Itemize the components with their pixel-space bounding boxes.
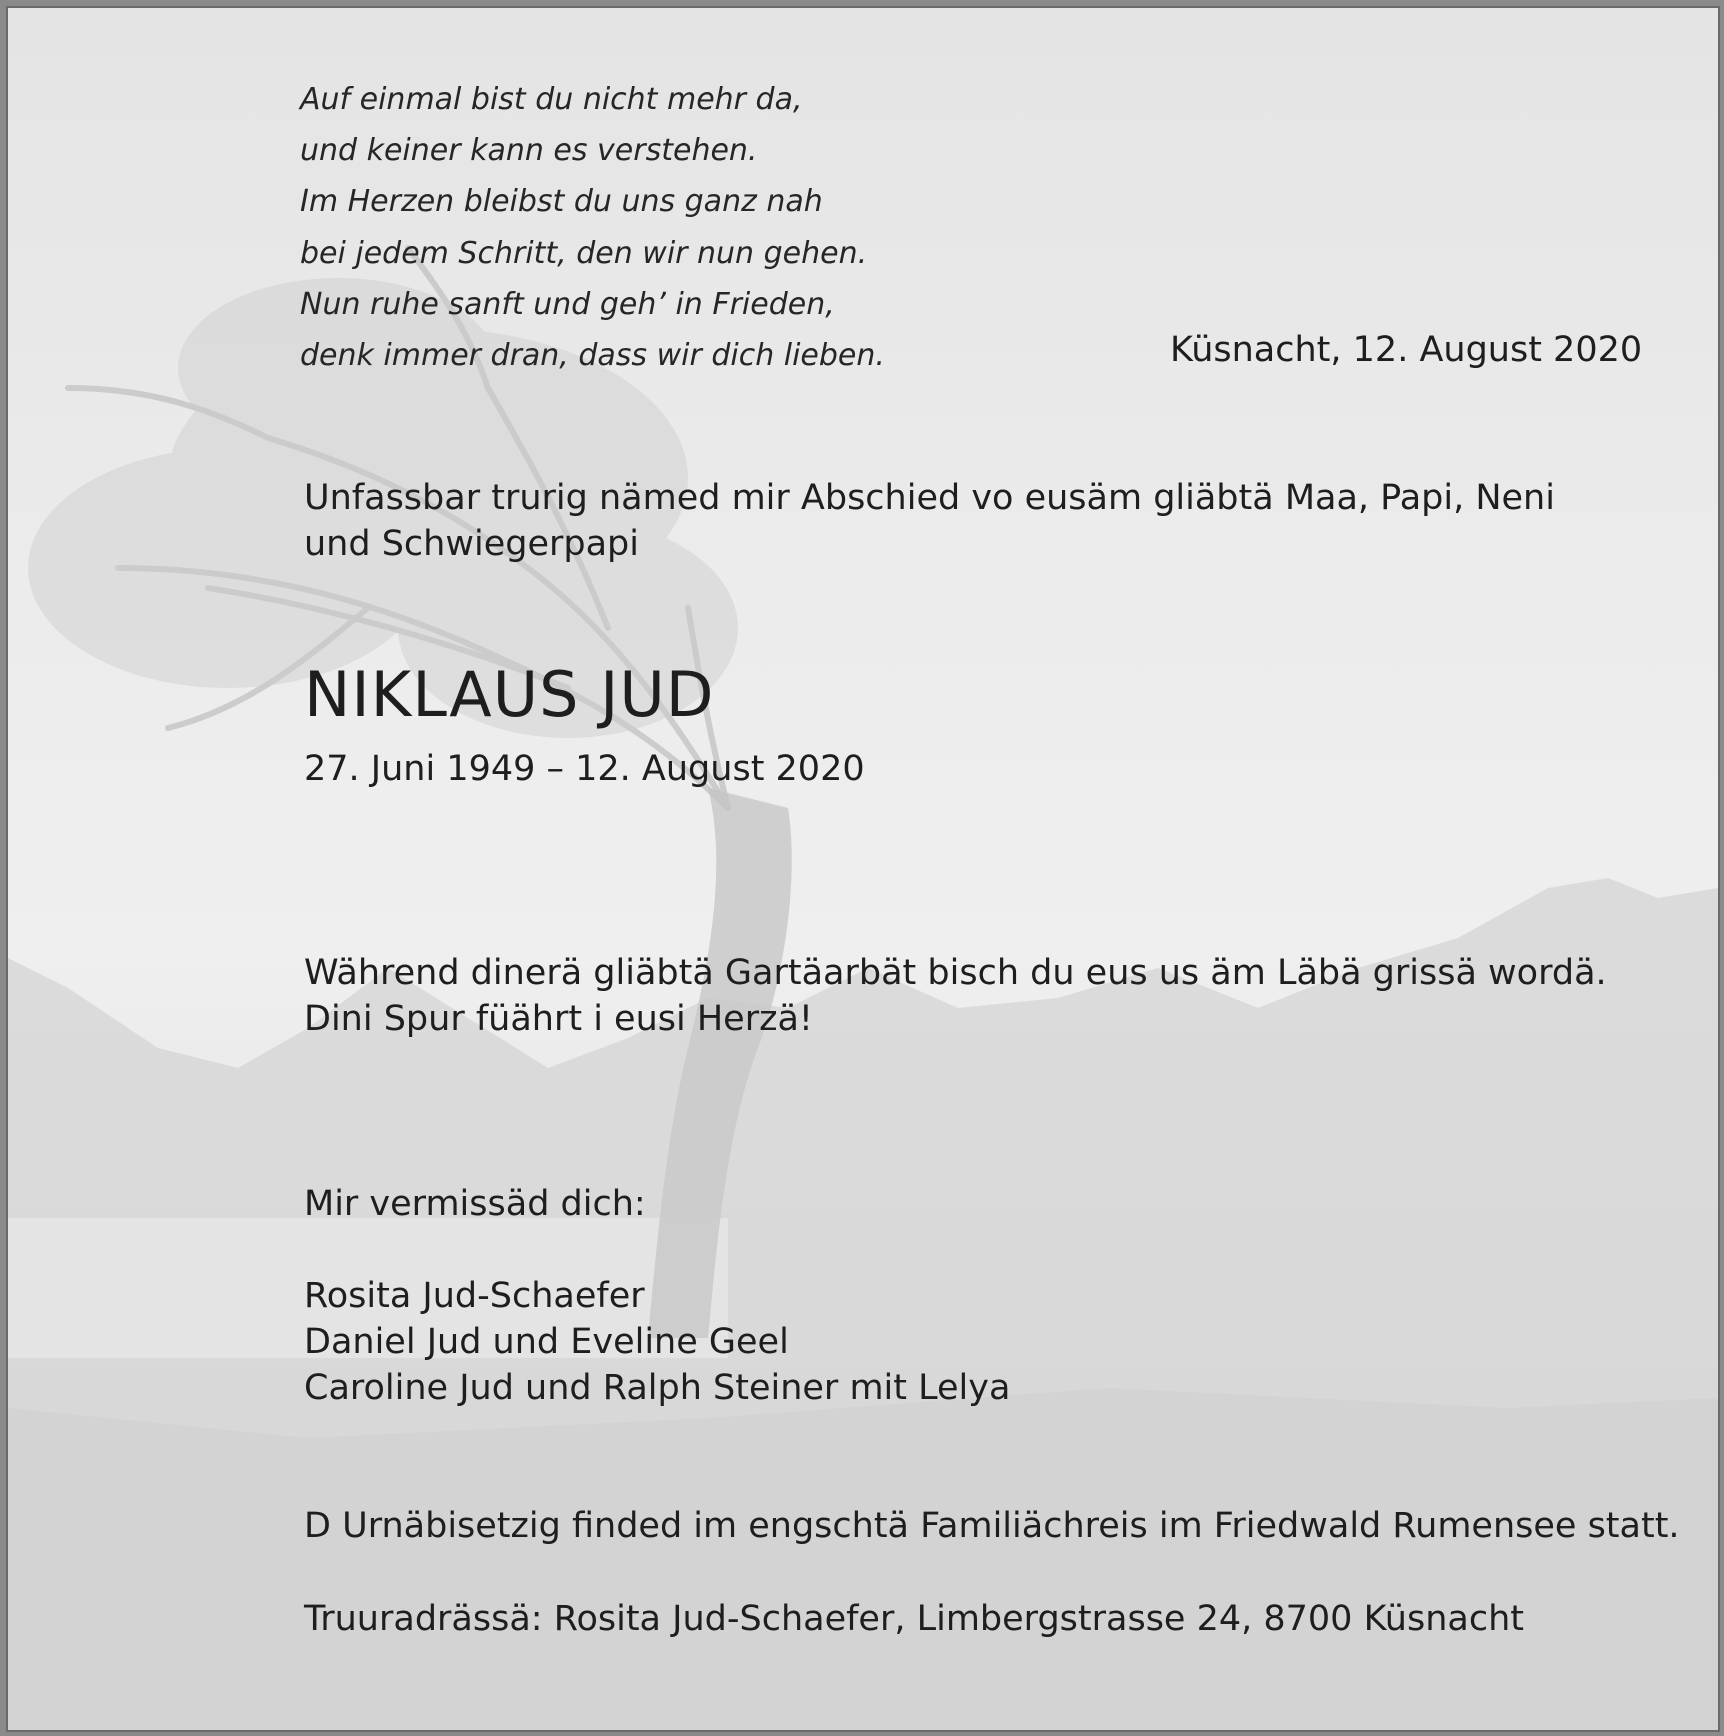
foreground-ground [8,1388,1718,1730]
poem-line: und keiner kann es verstehen. [300,133,758,169]
intro-line: Unfassbar trurig nämed mir Abschied vo eusäm gliäbtä Maa, Papi, Neni [304,478,1555,518]
mourner-name: Caroline Jud und Ralph Steiner mit Lelya [304,1368,1011,1408]
mourner-name: Daniel Jud und Eveline Geel [304,1322,789,1362]
message-line: Während dinerä gliäbtä Gartäarbät bisch du eus us äm Läbä grissä wordä. [304,953,1607,993]
message-line: Dini Spur füährt i eusi Herzä! [304,999,813,1039]
poem-line: Auf einmal bist du nicht mehr da, [300,82,803,117]
mourner-name: Rosita Jud-Schaefer [304,1276,645,1316]
intro-text [304,475,1555,567]
poem-line: Im Herzen bleibst du uns ganz nah [300,184,823,220]
mourners-heading: Mir vermissäd dich: [304,1184,646,1224]
obituary-card [6,6,1720,1732]
place-and-date: Küsnacht, 12. August 2020 [1170,330,1643,370]
deceased-name: NIKLAUS JUD [304,658,715,731]
life-dates: 27. Juni 1949 – 12. August 2020 [304,749,865,789]
mourners-list [304,1273,1010,1411]
memorial-message [304,950,1607,1042]
poem-line: denk immer dran, dass wir dich lieben. [300,337,885,373]
memorial-poem [300,74,885,381]
poem-line: Nun ruhe sanft und geh’ in Frieden, [300,286,835,322]
poem-line: bei jedem Schritt, den wir nun gehen. [300,235,868,271]
mourning-address: Truuradrässä: Rosita Jud-Schaefer, Limbergstrasse 24, 8700 Küsnacht [304,1599,1524,1639]
intro-line: und Schwiegerpapi [304,524,639,564]
burial-notice: D Urnäbisetzig finded im engschtä Familiächreis im Friedwald Rumensee statt. [304,1506,1680,1546]
